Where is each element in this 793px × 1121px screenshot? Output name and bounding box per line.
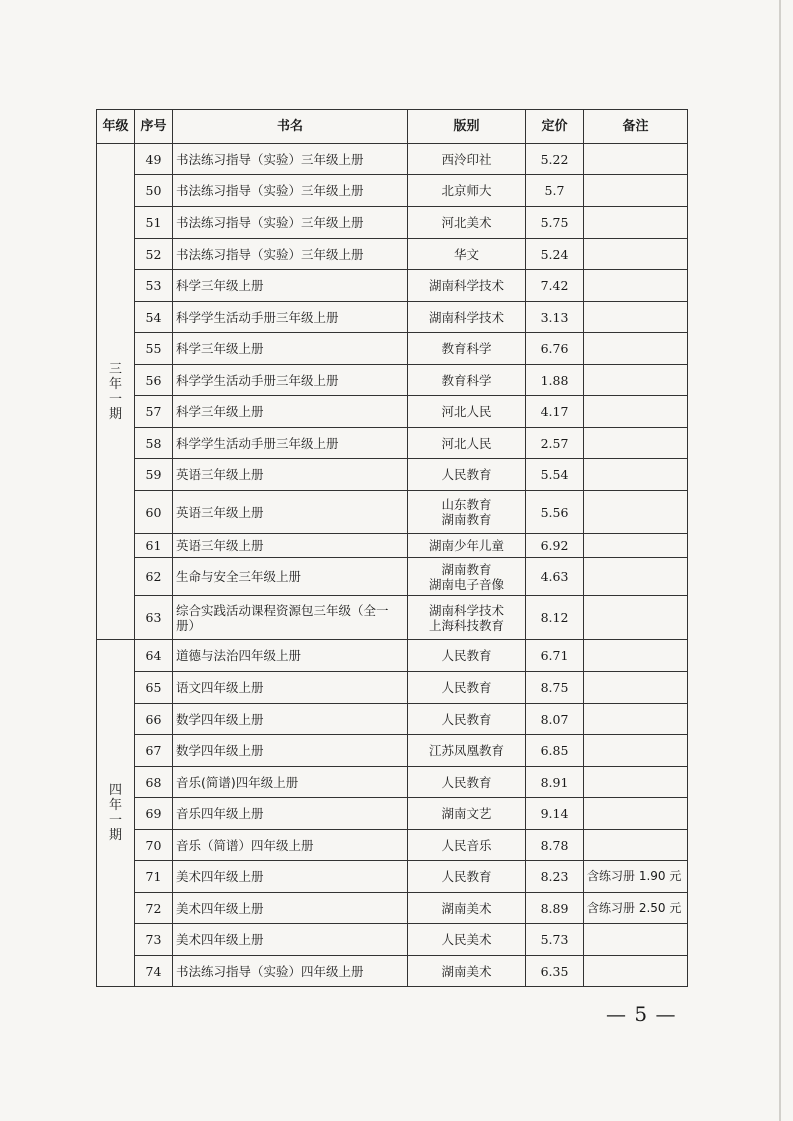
- book-note: [584, 207, 688, 239]
- publisher-cell: [408, 767, 526, 798]
- book-price: 5.7: [526, 175, 584, 207]
- row-number: 61: [135, 534, 173, 558]
- publisher-cell: [408, 924, 526, 956]
- table-body: [97, 144, 688, 987]
- table-row: [97, 396, 688, 428]
- book-note: [584, 798, 688, 830]
- row-number: 72: [135, 893, 173, 924]
- publisher-cell: [408, 893, 526, 924]
- grade-char: 三: [108, 361, 122, 377]
- table-row: [97, 207, 688, 239]
- publisher-name: 人民音乐: [441, 837, 492, 853]
- table-row: [97, 640, 688, 672]
- table-row: [97, 861, 688, 893]
- publisher-cell: [408, 956, 526, 987]
- book-note: [584, 396, 688, 428]
- publisher-name: 人民教育: [441, 869, 492, 884]
- book-note: [584, 175, 688, 207]
- publisher-cell: [408, 491, 526, 534]
- publisher-cell: [408, 558, 526, 596]
- book-price: 6.92: [526, 534, 584, 558]
- table-row: [97, 333, 688, 365]
- book-note: [584, 428, 688, 459]
- publisher-name: 河北美术: [441, 215, 492, 230]
- header-title: 书名: [173, 110, 408, 144]
- row-number: 54: [135, 302, 173, 333]
- row-number: 74: [135, 956, 173, 987]
- publisher-cell: [408, 270, 526, 302]
- book-title: 科学学生活动手册三年级上册: [173, 365, 408, 396]
- book-title: 英语三年级上册: [173, 534, 408, 558]
- book-title: 书法练习指导（实验）四年级上册: [173, 956, 408, 987]
- publisher-name: 人民教育: [441, 711, 492, 727]
- publisher-name: 湖南美术: [441, 963, 492, 979]
- book-note: 含练习册 2.50 元: [584, 893, 688, 924]
- book-price: 5.75: [526, 207, 584, 239]
- publisher-name: 华文: [453, 246, 479, 262]
- book-price: 2.57: [526, 428, 584, 459]
- publisher-name: 教育科学: [441, 372, 492, 388]
- book-title: 书法练习指导（实验）三年级上册: [173, 175, 408, 207]
- row-number: 52: [135, 239, 173, 270]
- book-price: 9.14: [526, 798, 584, 830]
- book-note: [584, 596, 688, 640]
- book-title: 数学四年级上册: [173, 704, 408, 735]
- row-number: 63: [135, 596, 173, 640]
- publisher-cell: [408, 175, 526, 207]
- publisher-name: 湖南少年儿童: [428, 538, 504, 553]
- publisher-name: 湖南教育: [441, 512, 492, 527]
- publisher-cell: [408, 333, 526, 365]
- book-title: 书法练习指导（实验）三年级上册: [173, 239, 408, 270]
- book-note: [584, 704, 688, 735]
- scan-edge: [779, 0, 781, 1121]
- book-title: 生命与安全三年级上册: [173, 558, 408, 596]
- table-row: [97, 924, 688, 956]
- publisher-name: 河北人民: [441, 435, 492, 451]
- table-row: [97, 596, 688, 640]
- book-price: 5.56: [526, 491, 584, 534]
- book-note: [584, 767, 688, 798]
- row-number: 62: [135, 558, 173, 596]
- table-row: [97, 302, 688, 333]
- book-price: 6.35: [526, 956, 584, 987]
- publisher-cell: [408, 428, 526, 459]
- book-title: 科学学生活动手册三年级上册: [173, 428, 408, 459]
- publisher-cell: [408, 207, 526, 239]
- table-row: [97, 144, 688, 175]
- book-price: 8.23: [526, 861, 584, 893]
- table-row: [97, 672, 688, 704]
- table-header-row: [97, 110, 688, 144]
- grade-char: 年: [108, 376, 122, 392]
- book-note: [584, 640, 688, 672]
- publisher-cell: [408, 365, 526, 396]
- publisher-name: 上海科技教育: [428, 617, 504, 633]
- grade-char: 四: [108, 783, 122, 798]
- book-note: [584, 302, 688, 333]
- book-title: 音乐（简谱）四年级上册: [173, 830, 408, 861]
- book-note: [584, 956, 688, 987]
- book-note: [584, 333, 688, 365]
- header-number: 序号: [135, 110, 173, 144]
- row-number: 67: [135, 735, 173, 767]
- book-note: [584, 270, 688, 302]
- book-title: 科学三年级上册: [173, 270, 408, 302]
- book-title: 科学三年级上册: [173, 333, 408, 365]
- book-price: 6.76: [526, 333, 584, 365]
- book-title: 音乐(简谱)四年级上册: [173, 767, 408, 798]
- table-row: [97, 491, 688, 534]
- publisher-name: 江苏凤凰教育: [428, 743, 504, 758]
- table-row: [97, 270, 688, 302]
- book-price: 1.88: [526, 365, 584, 396]
- publisher-cell: [408, 861, 526, 893]
- grade-cell: [97, 144, 135, 640]
- row-number: 56: [135, 365, 173, 396]
- row-number: 68: [135, 767, 173, 798]
- publisher-cell: [408, 459, 526, 491]
- row-number: 60: [135, 491, 173, 534]
- row-number: 64: [135, 640, 173, 672]
- row-number: 51: [135, 207, 173, 239]
- book-note: [584, 491, 688, 534]
- publisher-name: 人民美术: [441, 932, 492, 947]
- publisher-cell: [408, 672, 526, 704]
- publisher-cell: [408, 830, 526, 861]
- book-title: 科学三年级上册: [173, 396, 408, 428]
- grade-char: 一: [108, 391, 122, 407]
- publisher-name: 教育科学: [441, 341, 492, 356]
- row-number: 58: [135, 428, 173, 459]
- table-row: [97, 175, 688, 207]
- book-note: 含练习册 1.90 元: [584, 861, 688, 893]
- book-note: [584, 534, 688, 558]
- table-row: [97, 956, 688, 987]
- publisher-name: 湖南教育: [441, 561, 492, 577]
- publisher-name: 湖南科学技术: [428, 309, 504, 325]
- table-row: [97, 459, 688, 491]
- publisher-cell: [408, 798, 526, 830]
- publisher-name: 湖南电子音像: [428, 576, 504, 592]
- book-price: 6.71: [526, 640, 584, 672]
- table-row: [97, 735, 688, 767]
- book-note: [584, 239, 688, 270]
- publisher-cell: [408, 735, 526, 767]
- row-number: 69: [135, 798, 173, 830]
- book-note: [584, 735, 688, 767]
- book-note: [584, 144, 688, 175]
- row-number: 57: [135, 396, 173, 428]
- header-note: 备注: [584, 110, 688, 144]
- book-title: 美术四年级上册: [173, 924, 408, 956]
- book-price: 7.42: [526, 270, 584, 302]
- book-title: 道德与法治四年级上册: [173, 640, 408, 672]
- row-number: 66: [135, 704, 173, 735]
- table-row: [97, 428, 688, 459]
- book-price: 8.07: [526, 704, 584, 735]
- publisher-name: 湖南科学技术: [428, 602, 504, 618]
- book-price: 6.85: [526, 735, 584, 767]
- publisher-name: 人民教育: [441, 467, 492, 482]
- book-price: 4.17: [526, 396, 584, 428]
- book-note: [584, 459, 688, 491]
- book-price: 4.63: [526, 558, 584, 596]
- book-title: 综合实践活动课程资源包三年级（全一册）: [173, 596, 408, 640]
- table-row: [97, 365, 688, 396]
- book-price: 5.24: [526, 239, 584, 270]
- book-title: 英语三年级上册: [173, 459, 408, 491]
- book-title: 语文四年级上册: [173, 672, 408, 704]
- publisher-name: 人民教育: [441, 648, 492, 663]
- table-row: [97, 558, 688, 596]
- book-title: 数学四年级上册: [173, 735, 408, 767]
- book-price: 5.54: [526, 459, 584, 491]
- book-note: [584, 924, 688, 956]
- publisher-name: 北京师大: [441, 183, 492, 198]
- book-title: 美术四年级上册: [173, 861, 408, 893]
- table-row: [97, 704, 688, 735]
- publisher-cell: [408, 302, 526, 333]
- row-number: 65: [135, 672, 173, 704]
- grade-char: 期: [108, 828, 122, 843]
- book-price: 8.78: [526, 830, 584, 861]
- book-note: [584, 672, 688, 704]
- header-grade: 年级: [97, 110, 135, 144]
- row-number: 71: [135, 861, 173, 893]
- table-row: [97, 798, 688, 830]
- book-note: [584, 830, 688, 861]
- publisher-cell: [408, 396, 526, 428]
- book-price: 5.73: [526, 924, 584, 956]
- row-number: 50: [135, 175, 173, 207]
- grade-char: 期: [108, 406, 122, 422]
- textbook-price-table: [96, 109, 688, 987]
- header-publisher: 版别: [408, 110, 526, 144]
- book-price: 8.89: [526, 893, 584, 924]
- table-row: [97, 767, 688, 798]
- book-price: 8.91: [526, 767, 584, 798]
- row-number: 73: [135, 924, 173, 956]
- publisher-cell: [408, 144, 526, 175]
- table-row: [97, 534, 688, 558]
- publisher-cell: [408, 534, 526, 558]
- publisher-name: 湖南文艺: [441, 806, 492, 821]
- book-title: 英语三年级上册: [173, 491, 408, 534]
- book-title: 书法练习指导（实验）三年级上册: [173, 207, 408, 239]
- table-row: [97, 893, 688, 924]
- book-title: 美术四年级上册: [173, 893, 408, 924]
- publisher-cell: [408, 239, 526, 270]
- publisher-name: 西泠印社: [441, 151, 492, 167]
- row-number: 53: [135, 270, 173, 302]
- publisher-name: 人民教育: [441, 774, 492, 790]
- book-price: 8.12: [526, 596, 584, 640]
- publisher-cell: [408, 704, 526, 735]
- grade-char: 年: [108, 798, 122, 813]
- row-number: 59: [135, 459, 173, 491]
- book-title: 科学学生活动手册三年级上册: [173, 302, 408, 333]
- grade-cell: [97, 640, 135, 987]
- book-price: 8.75: [526, 672, 584, 704]
- table-row: [97, 830, 688, 861]
- row-number: 49: [135, 144, 173, 175]
- book-title: 音乐四年级上册: [173, 798, 408, 830]
- grade-char: 一: [108, 813, 122, 828]
- book-price: 3.13: [526, 302, 584, 333]
- publisher-cell: [408, 596, 526, 640]
- publisher-name: 湖南美术: [441, 900, 492, 916]
- publisher-name: 湖南科学技术: [428, 278, 504, 293]
- book-price: 5.22: [526, 144, 584, 175]
- book-note: [584, 558, 688, 596]
- table-row: [97, 239, 688, 270]
- publisher-cell: [408, 640, 526, 672]
- page-number: — 5 —: [606, 1002, 677, 1026]
- book-title: 书法练习指导（实验）三年级上册: [173, 144, 408, 175]
- header-price: 定价: [526, 110, 584, 144]
- publisher-name: 山东教育: [441, 497, 492, 512]
- publisher-name: 人民教育: [441, 680, 492, 695]
- publisher-name: 河北人民: [441, 404, 492, 419]
- book-note: [584, 365, 688, 396]
- row-number: 55: [135, 333, 173, 365]
- row-number: 70: [135, 830, 173, 861]
